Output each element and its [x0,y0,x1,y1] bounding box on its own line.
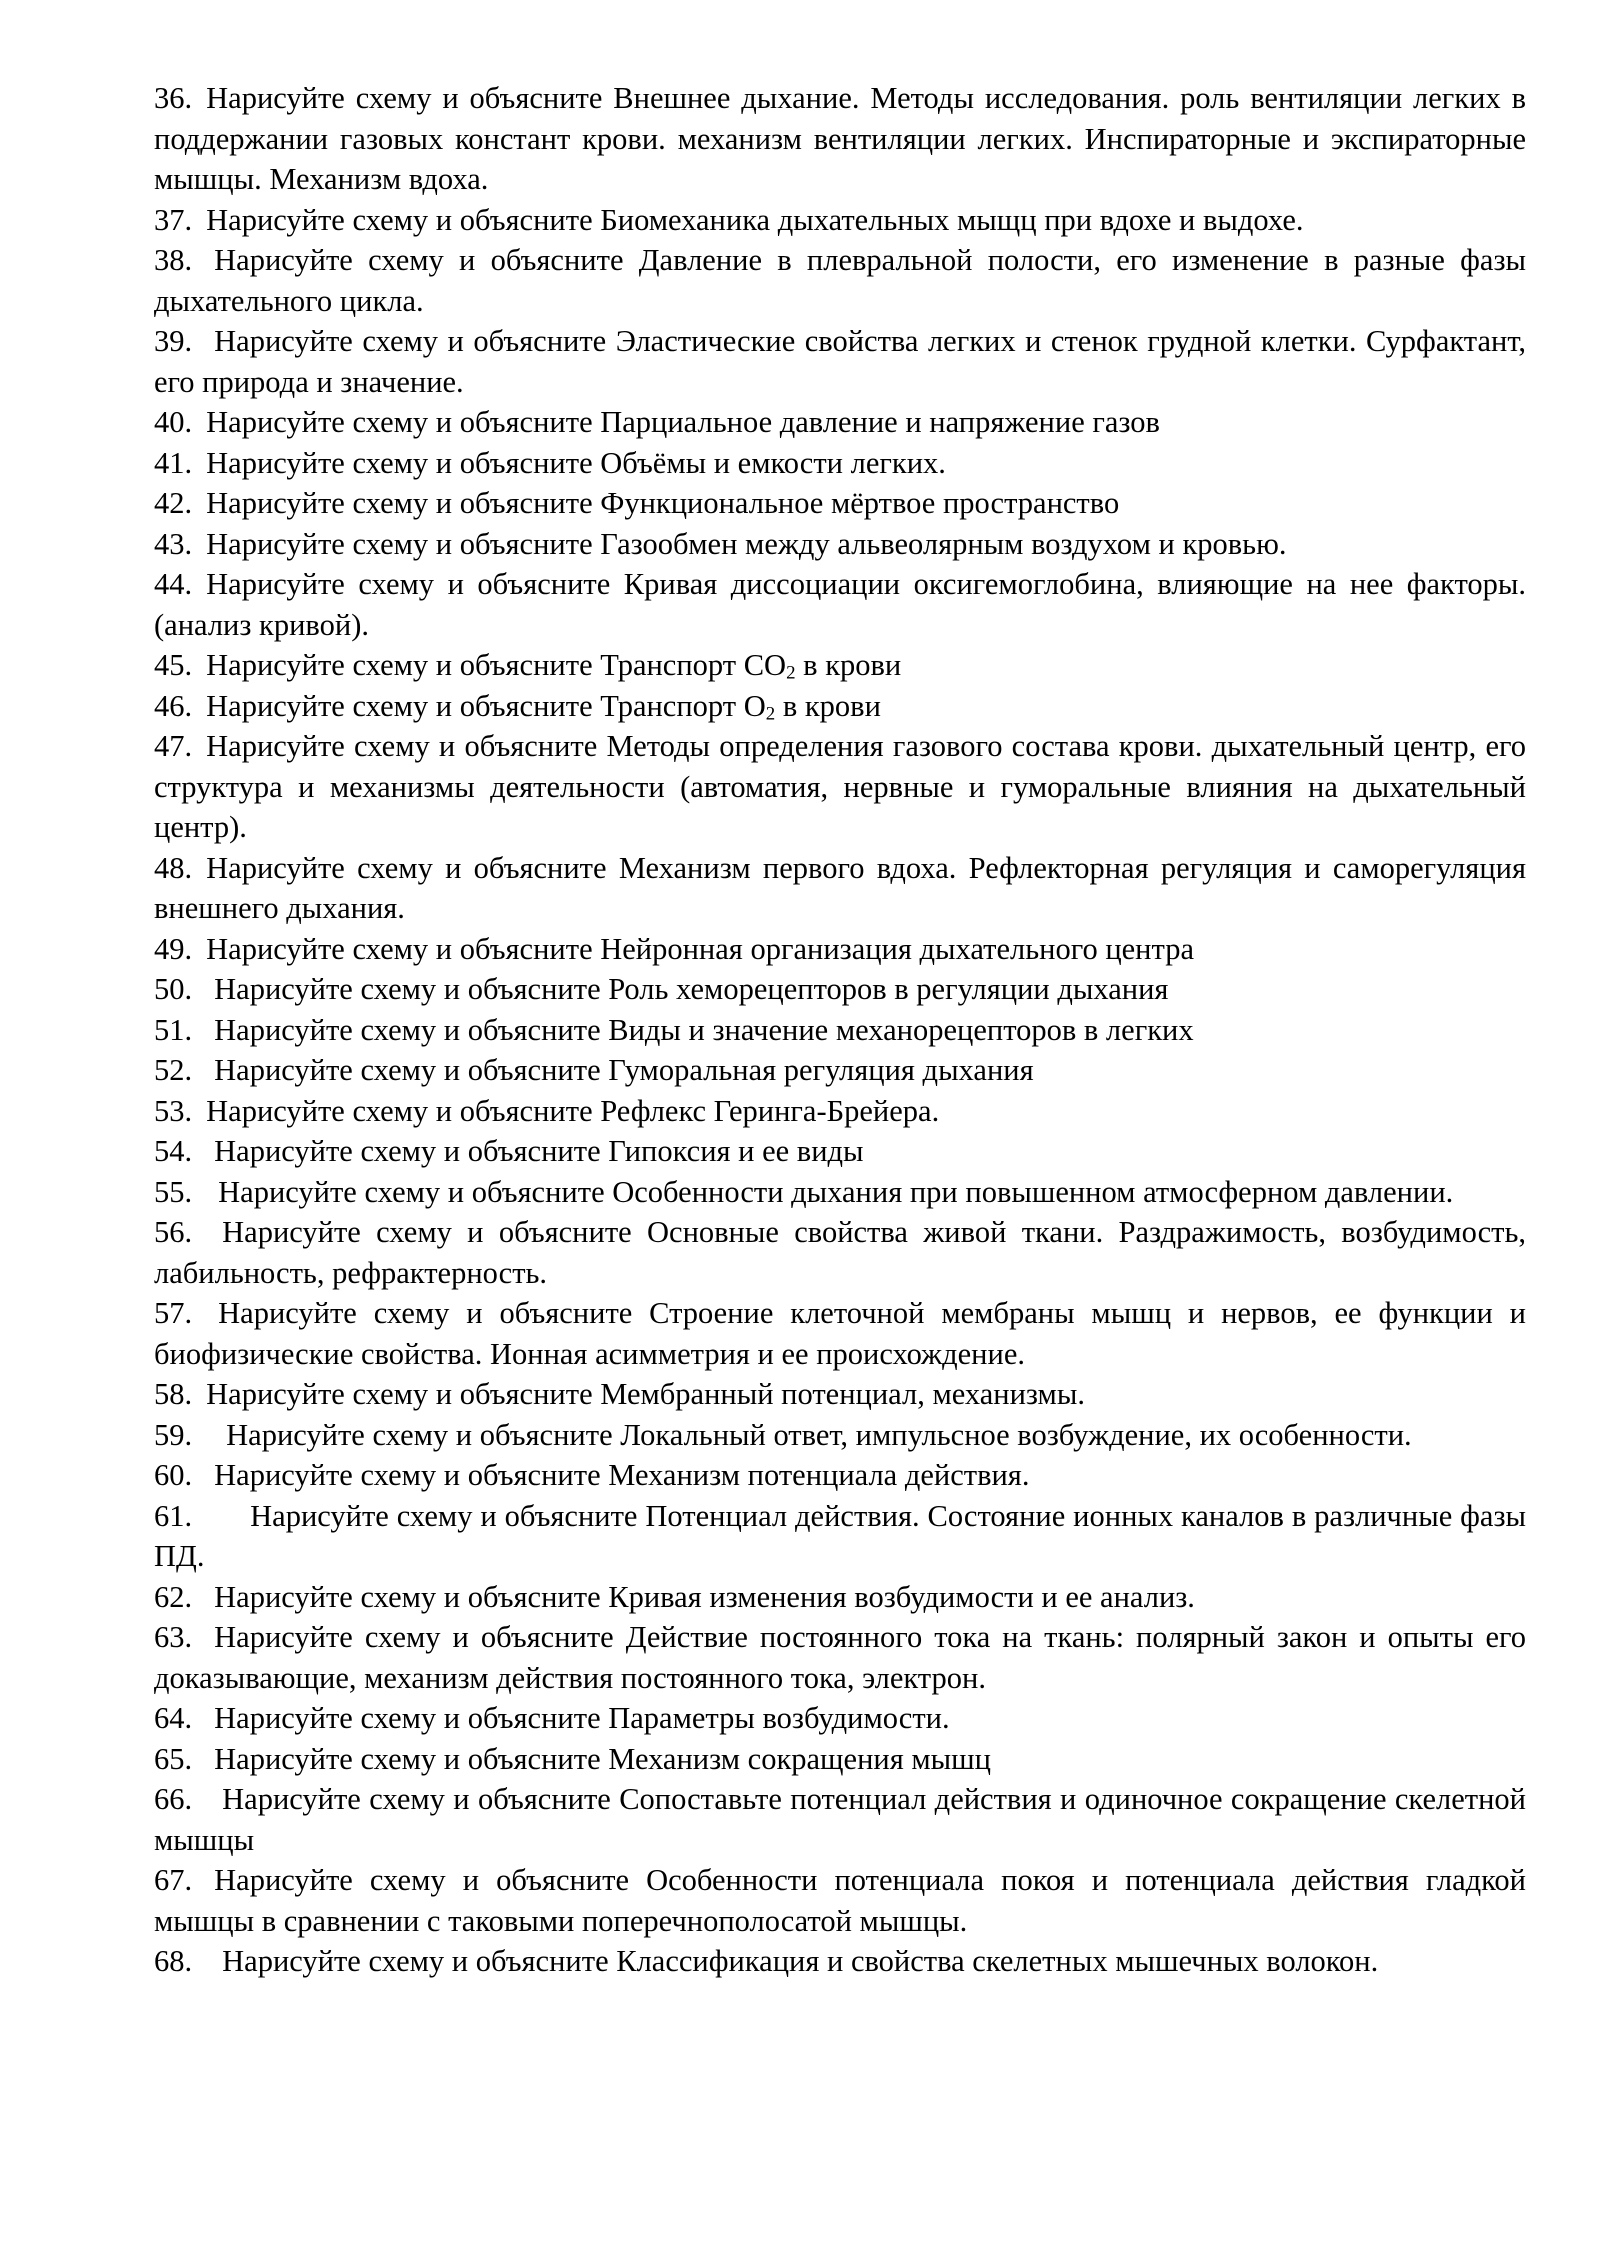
question-item [154,321,1526,402]
subscript: 2 [765,702,776,724]
question-item [154,240,1526,321]
question-number: 51. [154,1012,193,1047]
question-text-tail: в крови [795,648,902,682]
question-item [154,1091,1526,1132]
question-text: Нарисуйте схему и объясните Особенности дыхания при повышенном атмосферном давлении. [218,1174,1454,1209]
question-text: Нарисуйте схему и объясните Классификация и свойства скелетных мышечных волокон. [222,1944,1379,1978]
question-text: Нарисуйте схему и объясните Особенности потенциала покоя и потенциала действия гладкой мышцы в сравнении с таковыми поперечнополосатой мышцы. [154,1863,1526,1938]
question-text: Нарисуйте схему и объясните Кривая изменения возбудимости и ее анализ. [214,1579,1195,1614]
question-item [154,1172,1526,1213]
question-item [154,524,1526,565]
question-number: 62. [154,1579,193,1614]
question-text: Нарисуйте схему и объясните Транспорт CO [206,648,787,682]
question-text: Нарисуйте схему и объясните Локальный ответ, импульсное возбуждение, их особенности. [226,1417,1412,1452]
question-number: 46. [154,688,193,723]
question-number: 40. [154,405,193,439]
question-item [154,483,1526,524]
question-text: Нарисуйте схему и объясните Механизм сокращения мышц [214,1741,991,1776]
question-text: Нарисуйте схему и объясните Эластические свойства легких и стенок грудной клетки. Сурфактант, его природа и значение. [154,324,1526,399]
question-text: Нарисуйте схему и объясните Строение клеточной мембраны мышц и нервов, ее функции и биофизические свойства. Ионная асимметрия и ее происхождение. [154,1296,1526,1371]
document-page [154,78,1526,1982]
question-number: 65. [154,1741,193,1776]
question-item [154,726,1526,848]
question-number: 66. [154,1782,193,1816]
question-number: 37. [154,202,193,237]
question-item [154,402,1526,443]
question-number: 56. [154,1215,193,1249]
question-text: Нарисуйте схему и объясните Механизм потенциала действия. [214,1458,1030,1492]
question-item [154,1739,1526,1780]
question-number: 57. [154,1296,193,1330]
question-number: 50. [154,972,193,1006]
question-number: 53. [154,1093,193,1128]
question-text: Нарисуйте схему и объясните Кривая диссоциации оксигемоглобина, влияющие на нее факторы. (анализ кривой). [154,567,1526,642]
question-text: Нарисуйте схему и объясните Роль хеморецепторов в регуляции дыхания [214,972,1169,1006]
question-item [154,78,1526,200]
question-text: Нарисуйте схему и объясните Нейронная организация дыхательного центра [206,931,1194,966]
question-text: Нарисуйте схему и объясните Гипоксия и ее виды [214,1134,864,1168]
question-number: 36. [154,81,193,115]
question-number: 67. [154,1863,193,1897]
question-item [154,929,1526,970]
question-item [154,969,1526,1010]
question-text: Нарисуйте схему и объясните Гуморальная регуляция дыхания [214,1053,1034,1087]
question-text: Нарисуйте схему и объясните Потенциал действия. Состояние ионных каналов в различные фазы ПД. [154,1498,1526,1573]
question-number: 41. [154,445,193,480]
question-number: 64. [154,1701,193,1735]
question-text: Нарисуйте схему и объясните Методы определения газового состава крови. дыхательный центр, его структура и механизмы деятельности (автоматия, нервные и гуморальные влияния на дыхательный центр). [154,729,1526,844]
question-number: 49. [154,931,193,966]
question-item [154,1860,1526,1941]
question-number: 39. [154,324,193,358]
question-number: 52. [154,1053,193,1087]
question-item [154,564,1526,645]
question-number: 60. [154,1458,193,1492]
question-item [154,1779,1526,1860]
question-text: Нарисуйте схему и объясните Объёмы и емкости легких. [206,445,946,480]
question-item [154,1698,1526,1739]
question-text: Нарисуйте схему и объясните Функциональное мёртвое пространство [206,486,1120,520]
question-text: Нарисуйте схему и объясните Действие постоянного тока на ткань: полярный закон и опыты его доказывающие, механизм действия постоянного тока, электрон. [154,1620,1526,1695]
question-number: 42. [154,486,193,520]
question-number: 63. [154,1620,193,1654]
question-item [154,200,1526,241]
question-number: 38. [154,243,193,277]
question-text: Нарисуйте схему и объясните Мембранный потенциал, механизмы. [206,1377,1085,1411]
question-item [154,848,1526,929]
question-item [154,686,1526,727]
question-text: Нарисуйте схему и объясните Рефлекс Геринга-Брейера. [206,1093,940,1128]
question-item [154,1010,1526,1051]
question-text-tail: в крови [775,688,881,723]
question-text: Нарисуйте схему и объясните Внешнее дыхание. Методы исследования. роль вентиляции легких в поддержании газовых констант крови. механизм вентиляции легких. Инспираторные и экспираторные мышцы. Механизм вдоха. [154,81,1526,196]
question-text: Нарисуйте схему и объясните Основные свойства живой ткани. Раздражимость, возбудимость, лабильность, рефрактерность. [154,1215,1526,1290]
question-number: 45. [154,648,193,682]
question-text: Нарисуйте схему и объясните Механизм первого вдоха. Рефлекторная регуляция и саморегуляция внешнего дыхания. [154,850,1526,925]
question-number: 68. [154,1944,193,1978]
question-item [154,1374,1526,1415]
question-text: Нарисуйте схему и объясните Газообмен между альвеолярным воздухом и кровью. [206,526,1287,561]
question-item [154,1293,1526,1374]
question-item [154,1131,1526,1172]
question-number: 58. [154,1377,193,1411]
question-item [154,1617,1526,1698]
subscript: 2 [786,662,796,684]
question-text: Нарисуйте схему и объясните Давление в плевральной полости, его изменение в разные фазы дыхательного цикла. [154,243,1526,318]
question-item [154,1577,1526,1618]
question-item [154,1212,1526,1293]
question-item [154,1415,1526,1456]
question-item [154,1455,1526,1496]
question-number: 48. [154,850,193,885]
question-item [154,1496,1526,1577]
question-number: 43. [154,526,193,561]
question-number: 44. [154,567,193,601]
question-item [154,443,1526,484]
question-text: Нарисуйте схему и объясните Парциальное давление и напряжение газов [206,405,1160,439]
question-item [154,1941,1526,1982]
question-item [154,1050,1526,1091]
question-text: Нарисуйте схему и объясните Параметры возбудимости. [214,1701,950,1735]
question-text: Нарисуйте схему и объясните Биомеханика дыхательных мыщц при вдохе и выдохе. [206,202,1304,237]
question-number: 61. [154,1498,193,1533]
question-number: 47. [154,729,193,763]
question-number: 55. [154,1174,193,1209]
question-text: Нарисуйте схему и объясните Транспорт O [206,688,766,723]
question-item [154,645,1526,686]
question-text: Нарисуйте схему и объясните Виды и значение механорецепторов в легких [214,1012,1194,1047]
question-number: 54. [154,1134,193,1168]
question-number: 59. [154,1417,193,1452]
question-text: Нарисуйте схему и объясните Сопоставьте потенциал действия и одиночное сокращение скелетной мышцы [154,1782,1526,1857]
